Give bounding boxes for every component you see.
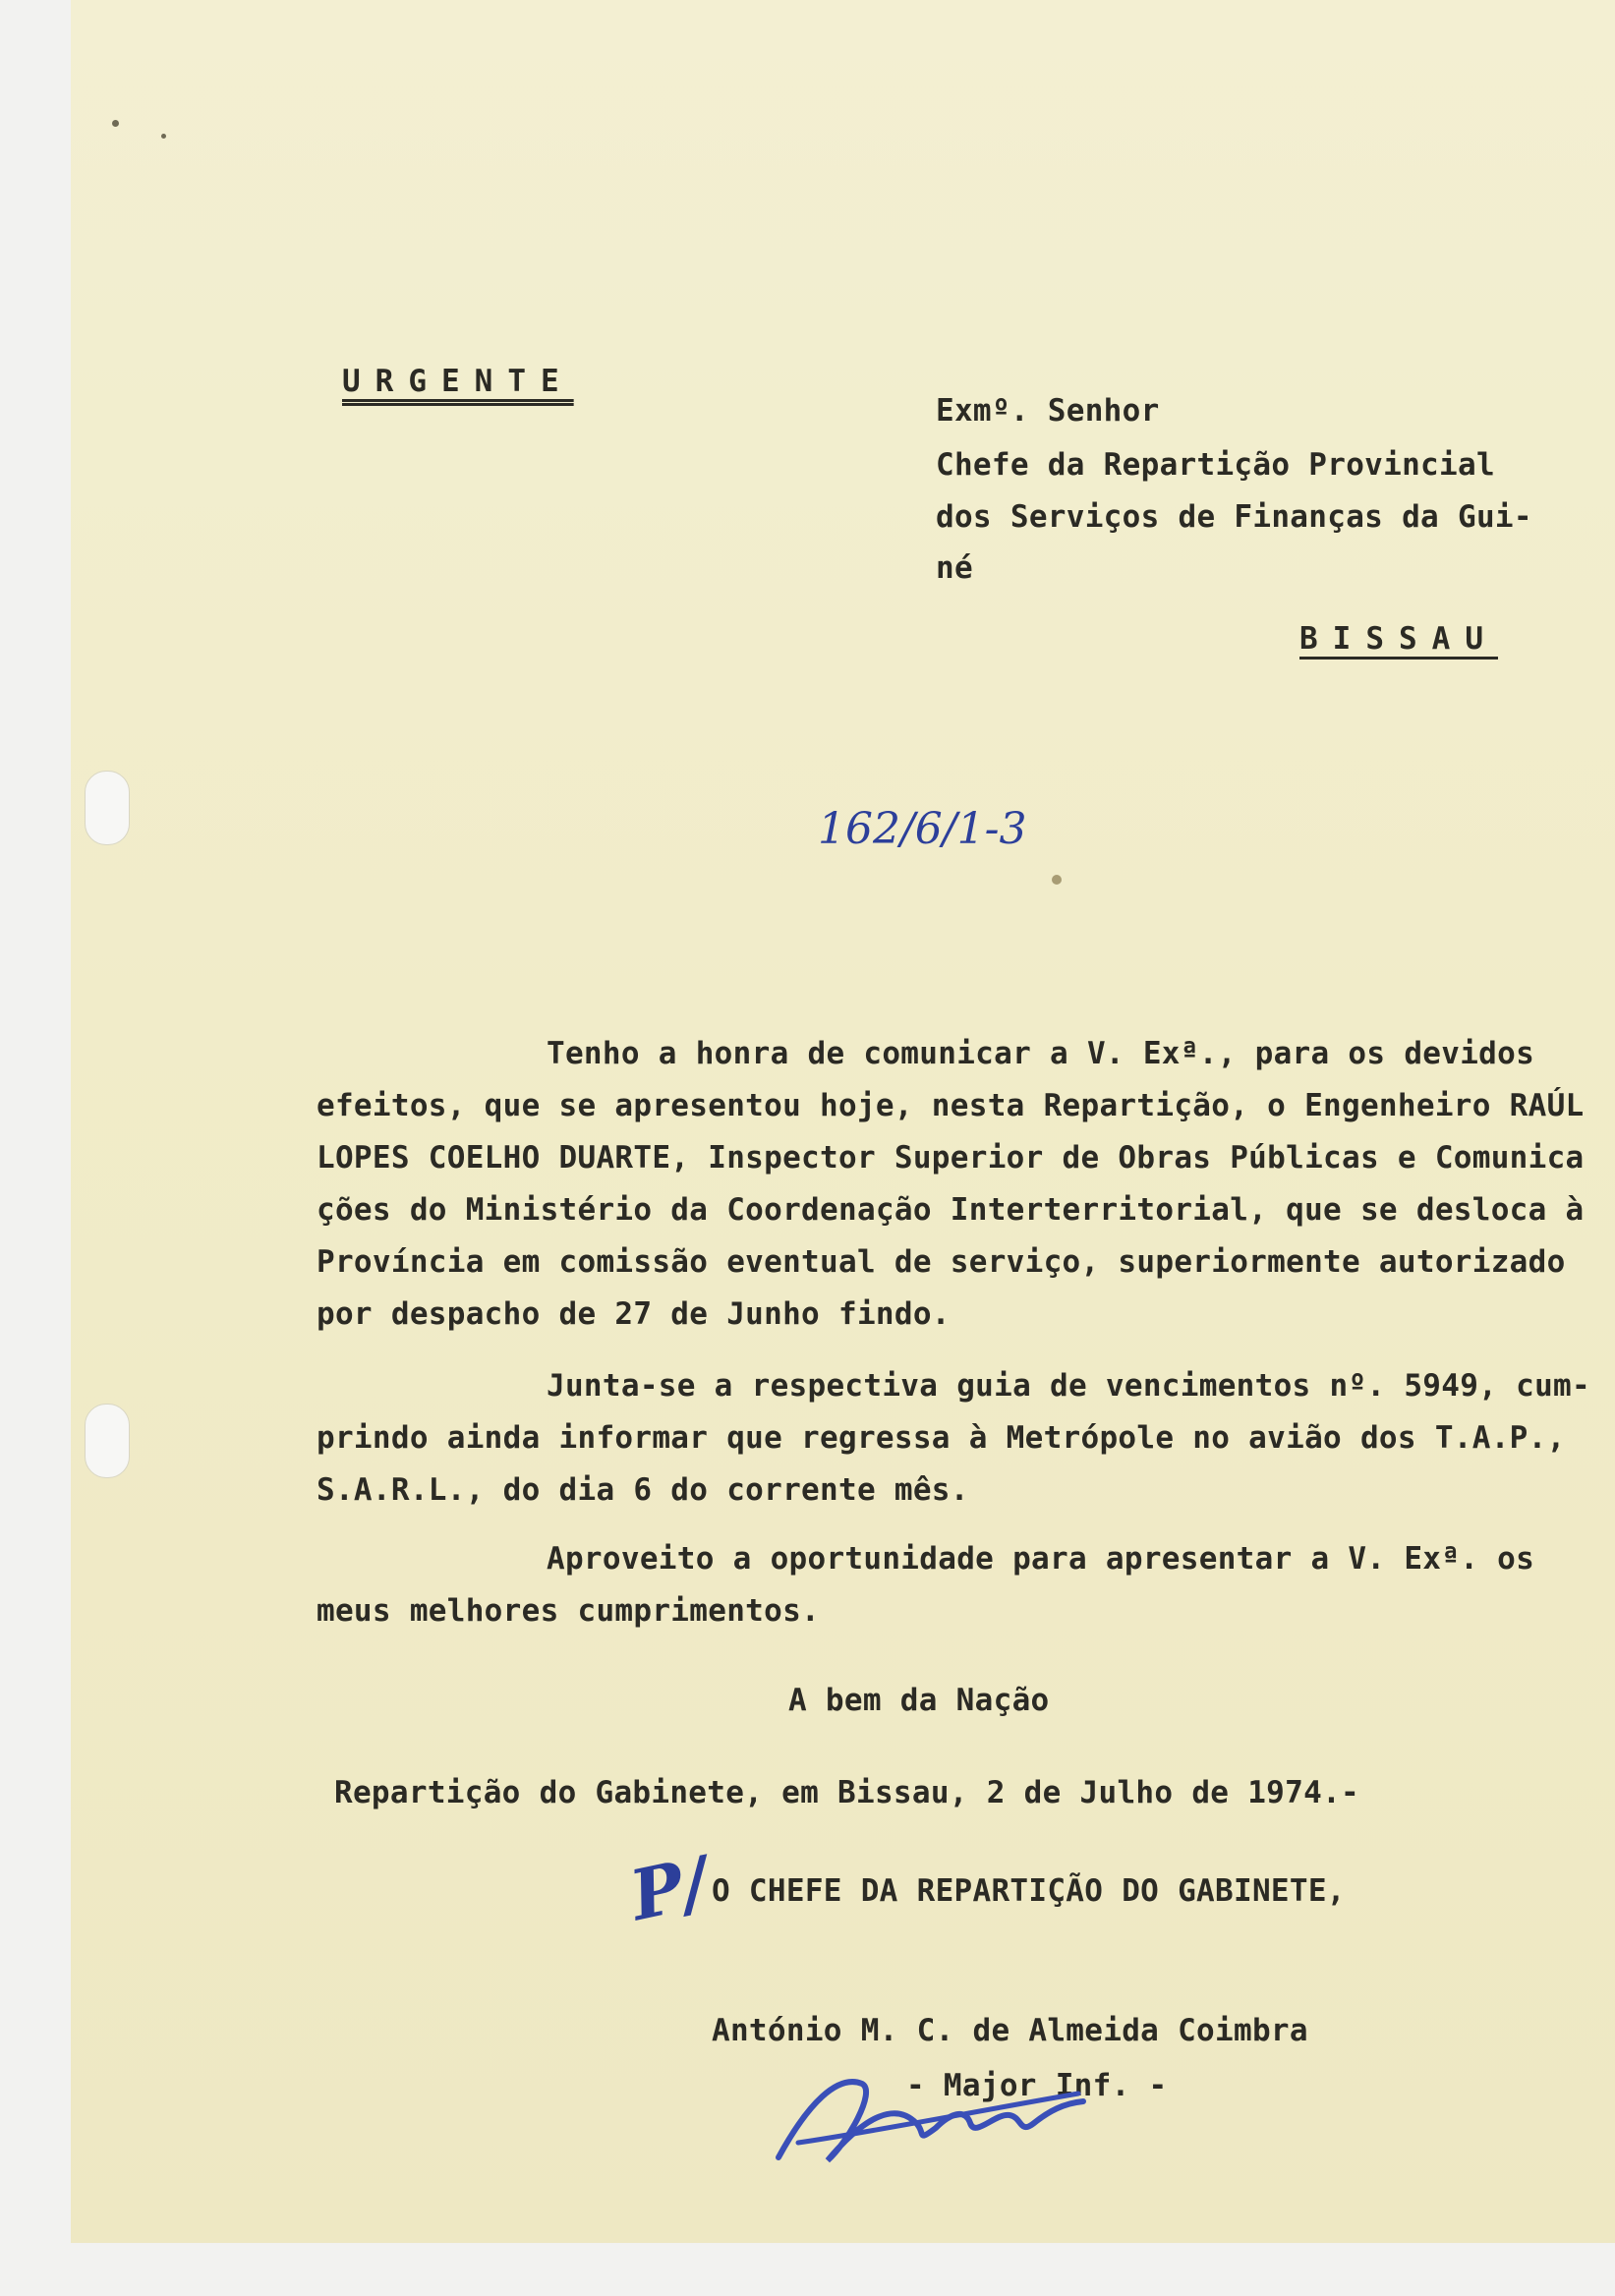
signature-title: O CHEFE DA REPARTIÇÃO DO GABINETE,	[712, 1873, 1346, 1909]
signatory-rank: - Major Inf. -	[906, 2068, 1168, 2103]
punch-hole-bottom	[85, 1404, 130, 1478]
punch-hole-top	[85, 771, 130, 845]
signatory-name: António M. C. de Almeida Coimbra	[712, 2013, 1308, 2048]
paper-speck	[112, 120, 119, 127]
body-line-6: por despacho de 27 de Junho findo.	[317, 1296, 951, 1332]
body-line-10: Aproveito a oportunidade para apresentar a V. Exª. os	[547, 1541, 1535, 1577]
addressee-salutation: Exmº. Senhor	[936, 393, 1160, 429]
paper-speck	[1052, 875, 1062, 885]
body-line-3: LOPES COELHO DUARTE, Inspector Superior de Obras Públicas e Comunica	[317, 1140, 1585, 1176]
body-line-2: efeitos, que se apresentou hoje, nesta Repartição, o Engenheiro RAÚL	[317, 1088, 1585, 1123]
place-and-date: Repartição do Gabinete, em Bissau, 2 de Julho de 1974.-	[334, 1775, 1359, 1810]
body-line-9: S.A.R.L., do dia 6 do corrente mês.	[317, 1472, 969, 1508]
body-line-5: Província em comissão eventual de serviço, superiormente autorizado	[317, 1244, 1566, 1280]
body-line-8: prindo ainda informar que regressa à Metrópole no avião dos T.A.P.,	[317, 1420, 1566, 1456]
addressee-city: BISSAU	[1299, 621, 1498, 657]
handwritten-reference: 162/6/1-3	[818, 804, 1027, 854]
body-line-4: ções do Ministério da Coordenação Interterritorial, que se desloca à	[317, 1192, 1585, 1228]
body-line-7: Junta-se a respectiva guia de vencimentos nº. 5949, cum-	[547, 1368, 1590, 1404]
addressee-line-1: Chefe da Repartição Provincial	[936, 447, 1495, 483]
addressee-line-2: dos Serviços de Finanças da Gui-	[936, 499, 1532, 535]
closing-formula: A bem da Nação	[788, 1683, 1050, 1718]
pp-handwritten-mark: P/	[623, 1840, 716, 1937]
handwritten-signature	[769, 2044, 1093, 2182]
paper-speck	[161, 134, 166, 139]
urgency-heading: URGENTE	[342, 364, 574, 399]
body-line-11: meus melhores cumprimentos.	[317, 1593, 821, 1629]
addressee-line-3: né	[936, 550, 973, 586]
body-line-1: Tenho a honra de comunicar a V. Exª., para os devidos	[547, 1036, 1535, 1071]
letter-page	[71, 0, 1615, 2243]
